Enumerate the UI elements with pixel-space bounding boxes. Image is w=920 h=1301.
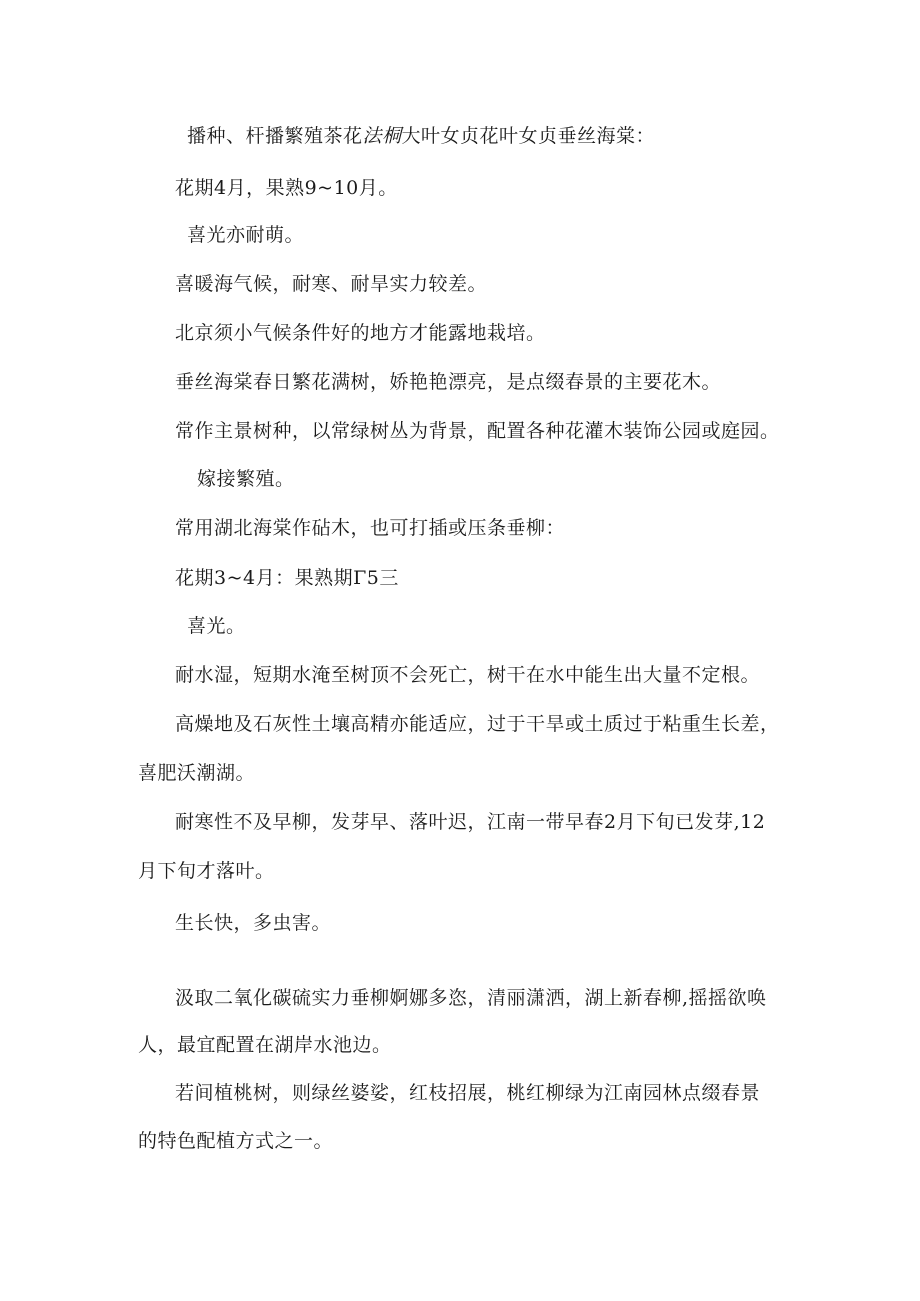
- text-line-1-part-b: 法桐: [362, 125, 402, 147]
- text-line-1-part-c: 大叶女贞花叶女贞垂丝海棠：: [401, 125, 656, 147]
- text-line-7: 常作主景树种，以常绿树丛为背景，配置各种花灌木装饰公园或庭园。: [175, 420, 780, 442]
- text-line-1-part-a: 播种、杆播繁殖茶花: [187, 125, 363, 147]
- text-line-11: 喜光。: [187, 615, 246, 637]
- text-line-19: 人，最宜配置在湖岸水池边。: [138, 1034, 392, 1056]
- text-line-16: 月下旬才落叶。: [138, 860, 275, 882]
- text-line-14: 喜肥沃潮湖。: [138, 762, 256, 784]
- text-line-1: [187, 124, 655, 148]
- text-line-10: 花期3~4月：果熟期Γ5三: [175, 567, 399, 589]
- text-line-4: 喜暖海气候，耐寒、耐旱实力较差。: [175, 273, 488, 295]
- text-line-17: 生长快，多虫害。: [175, 912, 332, 934]
- text-line-18: 汲取二氧化碳硫实力垂柳婀娜多恣，清丽潇洒，湖上新春柳,摇摇欲唤: [175, 987, 767, 1009]
- text-line-2: 花期4月，果熟9~10月。: [175, 177, 398, 199]
- text-line-13: 高燥地及石灰性土壤高精亦能适应，过于干旱或土质过于粘重生长差，: [175, 713, 780, 735]
- text-line-15: 耐寒性不及早柳，发芽早、落叶迟，江南一带早春2月下旬已发芽,12: [175, 811, 766, 833]
- text-line-21: 的特色配植方式之一。: [138, 1130, 334, 1152]
- text-line-3: 喜光亦耐萌。: [187, 224, 305, 246]
- text-line-12: 耐水湿，短期水淹至树顶不会死亡，树干在水中能生出大量不定根。: [175, 664, 761, 686]
- text-line-5: 北京须小气候条件好的地方才能露地栽培。: [175, 322, 546, 344]
- text-line-6: 垂丝海棠春日繁花满树，娇艳艳漂亮，是点缀春景的主要花木。: [175, 371, 722, 393]
- text-line-20: 若间植桃树，则绿丝婆娑，红枝招展，桃红柳绿为江南园林点缀春景: [175, 1082, 761, 1104]
- text-line-8: 嫁接繁殖。: [197, 468, 295, 490]
- text-line-9: 常用湖北海棠作砧木，也可打插或压条垂柳：: [175, 517, 566, 539]
